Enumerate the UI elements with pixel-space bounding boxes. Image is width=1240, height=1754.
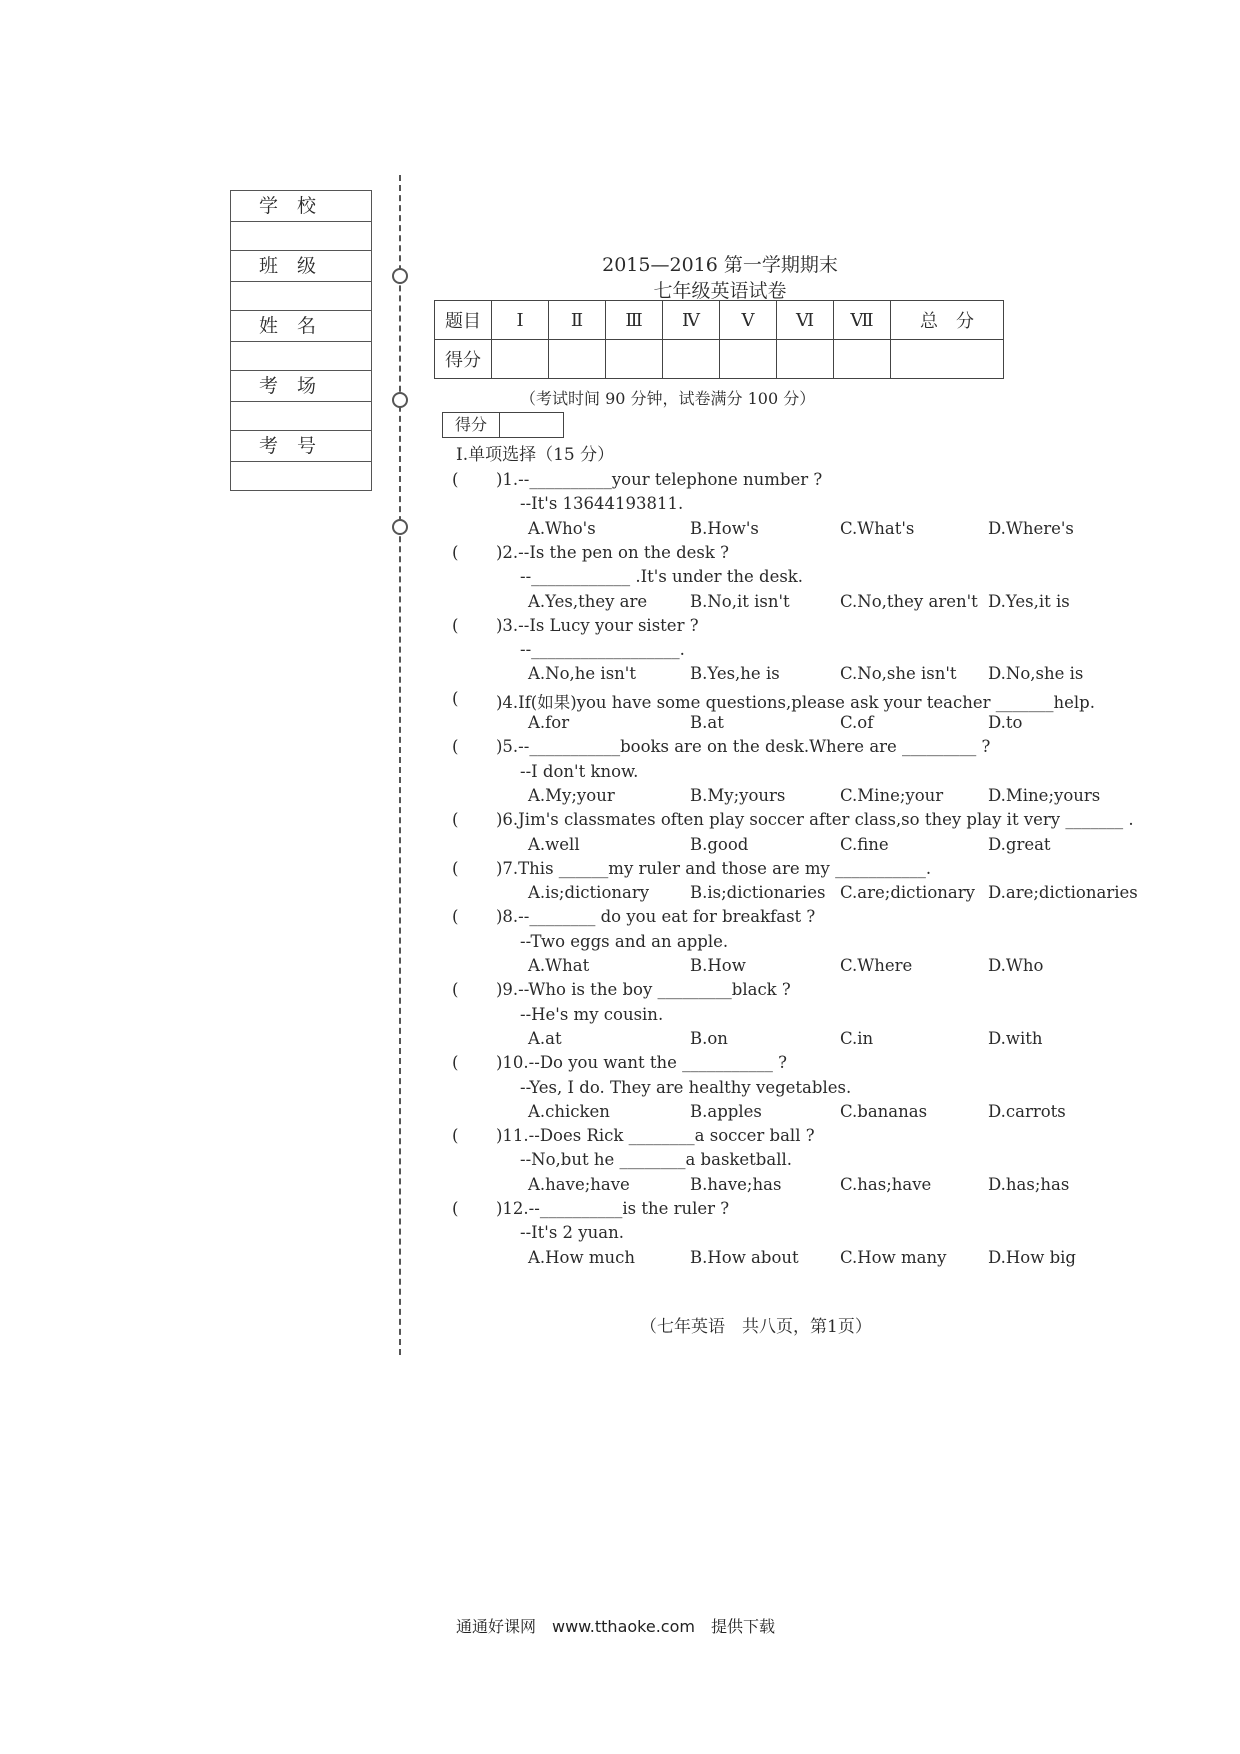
answer-bracket[interactable]: ( xyxy=(452,615,459,635)
answer-option: C.Where xyxy=(840,956,913,975)
score-col-header: Ⅰ xyxy=(492,301,549,340)
answer-option: D.How big xyxy=(988,1247,1076,1267)
question-stem: )10.--Do you want the ___________ ? xyxy=(496,1053,787,1073)
answer-option: C.How many xyxy=(840,1247,947,1267)
answer-option: A.for xyxy=(528,713,570,732)
score-table xyxy=(434,300,1004,379)
score-col-header: Ⅳ xyxy=(663,301,720,340)
score-cell[interactable] xyxy=(663,340,720,379)
answer-option: A.is;dictionary xyxy=(528,883,650,903)
answer-option: B.is;dictionaries xyxy=(690,883,826,903)
question-stem: )6.Jim's classmates often play soccer after class,so they play it very _______ . xyxy=(496,810,1134,830)
info-school-field[interactable] xyxy=(231,222,371,251)
info-class-label: 班 级 xyxy=(231,251,371,282)
answer-option: B.Yes,he is xyxy=(690,664,780,684)
section-score-box xyxy=(442,412,564,438)
answer-bracket[interactable]: ( xyxy=(452,688,459,708)
answer-option: D.great xyxy=(988,834,1051,854)
info-name-field[interactable] xyxy=(231,342,371,371)
score-col-header: Ⅶ xyxy=(834,301,891,340)
question-reply: --No,but he ________a basketball. xyxy=(520,1150,793,1170)
score-col-header: Ⅲ xyxy=(606,301,663,340)
answer-option: A.chicken xyxy=(528,1101,610,1121)
exam-subtitle: 七年级英语试卷 xyxy=(653,280,787,302)
answer-option: A.have;have xyxy=(528,1174,630,1194)
answer-option: A.No,he isn't xyxy=(528,664,636,684)
score-cell[interactable] xyxy=(606,340,663,379)
info-number-label: 考 号 xyxy=(231,431,371,462)
answer-bracket[interactable]: ( xyxy=(452,542,459,562)
answer-option: D.are;dictionaries xyxy=(988,883,1138,903)
answer-option: C.What's xyxy=(840,518,915,538)
info-school-label: 学 校 xyxy=(231,191,371,222)
question-stem: )12.--__________is the ruler ? xyxy=(496,1199,730,1218)
answer-option: B.How xyxy=(690,956,746,975)
section-title: Ⅰ.单项选择（15 分） xyxy=(456,445,615,465)
answer-option: D.Mine;yours xyxy=(988,785,1101,805)
answer-option: B.How's xyxy=(690,518,759,538)
answer-bracket[interactable]: ( xyxy=(452,1126,459,1146)
answer-option: B.No,it isn't xyxy=(690,591,790,611)
answer-option: B.apples xyxy=(690,1101,762,1121)
answer-option: B.have;has xyxy=(690,1174,782,1194)
answer-option: D.Where's xyxy=(988,518,1074,538)
question-stem: )4.If(如果)you have some questions,please ask your teacher _______help. xyxy=(496,692,1095,712)
binding-hole-icon xyxy=(392,268,408,284)
answer-option: C.No,they aren't xyxy=(840,591,978,611)
student-info-box xyxy=(230,190,372,491)
answer-option: D.Yes,it is xyxy=(988,591,1070,611)
answer-option: A.Who's xyxy=(528,518,596,538)
site-credit: 通通好课网 www.tthaoke.com 提供下载 xyxy=(456,1617,775,1636)
score-cell[interactable] xyxy=(492,340,549,379)
question-stem: )8.--________ do you eat for breakfast ? xyxy=(496,907,816,927)
answer-option: B.My;yours xyxy=(690,785,786,805)
score-cell[interactable] xyxy=(834,340,891,379)
answer-option: D.No,she is xyxy=(988,664,1084,684)
exam-time-note: （考试时间 90 分钟，试卷满分 100 分） xyxy=(520,389,816,408)
question-stem: )3.--Is Lucy your sister ? xyxy=(496,615,699,635)
binding-hole-icon xyxy=(392,392,408,408)
answer-option: C.in xyxy=(840,1028,874,1048)
score-row-label: 得分 xyxy=(435,340,492,379)
question-stem: )7.This ______my ruler and those are my ___________. xyxy=(496,858,932,878)
question-stem: )1.--__________your telephone number ? xyxy=(496,470,823,489)
page-footer-note: （七年英语 共八页，第1页） xyxy=(640,1317,872,1337)
score-total-cell[interactable] xyxy=(891,340,1004,379)
answer-option: B.on xyxy=(690,1028,728,1048)
answer-option: D.has;has xyxy=(988,1174,1070,1194)
score-cell[interactable] xyxy=(549,340,606,379)
answer-bracket[interactable]: ( xyxy=(452,810,459,830)
answer-option: D.carrots xyxy=(988,1101,1066,1121)
question-reply: --__________________. xyxy=(520,640,685,660)
question-reply: --I don't know. xyxy=(520,761,639,781)
answer-option: D.to xyxy=(988,713,1023,732)
answer-option: B.good xyxy=(690,834,749,854)
info-room-label: 考 场 xyxy=(231,371,371,402)
info-number-field[interactable] xyxy=(231,462,371,490)
answer-option: C.No,she isn't xyxy=(840,664,957,684)
answer-bracket[interactable]: ( xyxy=(452,907,459,927)
score-cell[interactable] xyxy=(720,340,777,379)
answer-option: C.of xyxy=(840,713,874,732)
question-stem: )2.--Is the pen on the desk ? xyxy=(496,542,729,562)
answer-bracket[interactable]: ( xyxy=(452,737,459,757)
exam-title: 2015—2016 第一学期期末 xyxy=(602,254,838,276)
question-stem: )11.--Does Rick ________a soccer ball ? xyxy=(496,1126,815,1146)
answer-option: B.at xyxy=(690,713,724,732)
answer-option: A.How much xyxy=(528,1247,635,1267)
info-class-field[interactable] xyxy=(231,282,371,311)
answer-option: A.at xyxy=(528,1028,562,1048)
question-stem: )5.--___________books are on the desk.Where are _________ ? xyxy=(496,737,991,757)
question-stem: )9.--Who is the boy _________black ? xyxy=(496,980,791,1000)
answer-option: A.What xyxy=(528,956,590,975)
binding-hole-icon xyxy=(392,519,408,535)
question-reply: --He's my cousin. xyxy=(520,1004,664,1024)
score-col-header: Ⅱ xyxy=(549,301,606,340)
question-reply: --Two eggs and an apple. xyxy=(520,931,729,951)
question-reply: --It's 2 yuan. xyxy=(520,1223,624,1243)
score-col-header: Ⅵ xyxy=(777,301,834,340)
section-score-label: 得分 xyxy=(443,413,500,437)
answer-option: D.Who xyxy=(988,956,1044,975)
answer-option: C.are;dictionary xyxy=(840,883,975,903)
answer-bracket[interactable]: ( xyxy=(452,470,459,489)
answer-option: C.bananas xyxy=(840,1101,928,1121)
answer-option: C.has;have xyxy=(840,1174,932,1194)
score-cell[interactable] xyxy=(777,340,834,379)
question-reply: --Yes, I do. They are healthy vegetables. xyxy=(520,1077,852,1097)
score-total-header: 总 分 xyxy=(891,301,1004,340)
answer-option: A.My;your xyxy=(528,785,615,805)
answer-bracket[interactable]: ( xyxy=(452,1053,459,1073)
info-name-label: 姓 名 xyxy=(231,311,371,342)
answer-option: A.well xyxy=(528,834,580,854)
score-table-header: 题目 xyxy=(435,301,492,340)
answer-option: A.Yes,they are xyxy=(528,591,648,611)
answer-option: B.How about xyxy=(690,1247,799,1267)
answer-option: C.fine xyxy=(840,834,889,854)
binding-dashed-line xyxy=(399,175,401,1355)
question-reply: --It's 13644193811. xyxy=(520,494,684,514)
answer-bracket[interactable]: ( xyxy=(452,858,459,878)
answer-option: D.with xyxy=(988,1028,1043,1048)
question-reply: --____________ .It's under the desk. xyxy=(520,567,804,587)
score-col-header: Ⅴ xyxy=(720,301,777,340)
info-room-field[interactable] xyxy=(231,402,371,431)
answer-bracket[interactable]: ( xyxy=(452,980,459,1000)
answer-bracket[interactable]: ( xyxy=(452,1199,459,1218)
answer-option: C.Mine;your xyxy=(840,785,944,805)
